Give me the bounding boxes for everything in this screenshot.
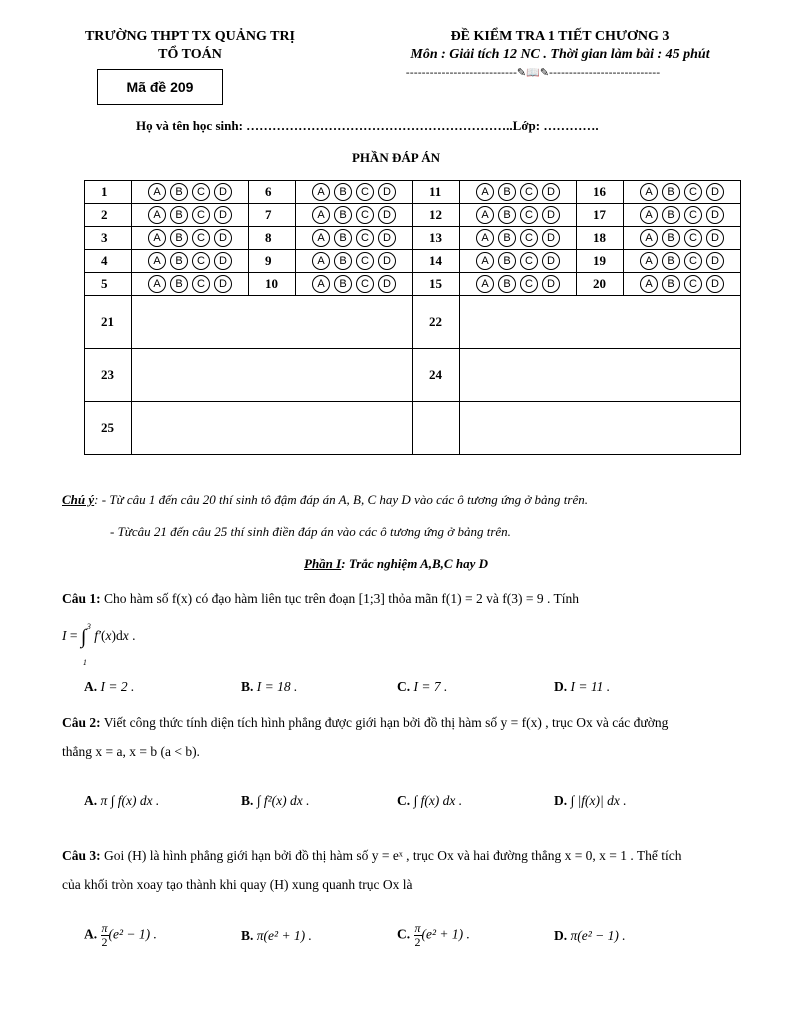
option-letter: B.: [241, 928, 254, 943]
written-answer-box[interactable]: [132, 296, 413, 349]
answer-bubble-a[interactable]: A: [640, 252, 658, 270]
department-name: TỔ TOÁN: [158, 47, 222, 62]
q3-option-d[interactable]: [554, 928, 626, 944]
subject-line: Môn : Giải tích 12 NC . Thời gian làm bài : 45 phút: [410, 47, 710, 62]
answer-bubble-b[interactable]: B: [334, 275, 352, 293]
question-number: 6: [249, 181, 296, 204]
question-number: 1: [85, 181, 132, 204]
note-line-2: - Từcâu 21 đến câu 25 thí sinh điền đáp án vào các ô tương ứng ở bảng trên.: [110, 524, 511, 539]
exam-title: ĐỀ KIỂM TRA 1 TIẾT CHƯƠNG 3: [450, 29, 670, 44]
answer-bubble-a[interactable]: A: [476, 275, 494, 293]
q1-option-d[interactable]: [554, 679, 610, 695]
fraction: [101, 922, 109, 949]
answer-options: [132, 181, 249, 204]
question-number: 25: [85, 402, 132, 455]
answer-bubble-c[interactable]: C: [520, 229, 538, 247]
answer-bubble-c[interactable]: C: [684, 229, 702, 247]
answer-bubble-a[interactable]: A: [148, 229, 166, 247]
answer-bubble-a[interactable]: A: [148, 252, 166, 270]
written-answer-box[interactable]: [132, 349, 413, 402]
option-letter: B.: [241, 679, 254, 694]
question-number: 17: [577, 204, 624, 227]
school-header: [60, 28, 320, 64]
answer-options: [132, 227, 249, 250]
answer-bubble-d[interactable]: D: [378, 229, 396, 247]
answer-bubble-d[interactable]: D: [214, 206, 232, 224]
q1-option-c[interactable]: [397, 679, 447, 695]
exam-header: [360, 28, 760, 64]
option-letter: D.: [554, 793, 568, 808]
option-text: (e² + 1) .: [421, 926, 470, 942]
question-number: 3: [85, 227, 132, 250]
option-letter: C.: [397, 793, 411, 808]
answer-options: [132, 250, 249, 273]
question-number: 9: [249, 250, 296, 273]
answer-bubble-b[interactable]: B: [662, 183, 680, 201]
question-number: 2: [85, 204, 132, 227]
question-number: 22: [413, 296, 460, 349]
answer-bubble-d[interactable]: D: [378, 183, 396, 201]
answer-options: [460, 250, 577, 273]
answer-bubble-b[interactable]: B: [170, 275, 188, 293]
answer-bubble-a[interactable]: A: [640, 183, 658, 201]
answer-row: [85, 181, 741, 204]
answer-bubble-d[interactable]: D: [378, 252, 396, 270]
student-info-line: Họ và tên học sinh: ……………………………………………………..Lớp: ………….: [136, 118, 599, 133]
answer-bubble-a[interactable]: A: [640, 275, 658, 293]
option-letter: A.: [84, 926, 98, 942]
q3-option-a[interactable]: [84, 922, 157, 949]
question-number: 20: [577, 273, 624, 296]
question-2: [62, 713, 668, 733]
question-number: 10: [249, 273, 296, 296]
answer-bubble-c[interactable]: C: [684, 183, 702, 201]
answer-options: [624, 227, 741, 250]
question-number: 11: [413, 181, 460, 204]
answer-options: [460, 273, 577, 296]
answer-bubble-b[interactable]: B: [170, 252, 188, 270]
answer-options: [624, 204, 741, 227]
q2-option-a[interactable]: [84, 793, 159, 809]
question-number: 21: [85, 296, 132, 349]
part1-heading: [0, 556, 792, 572]
answer-section-title: PHẦN ĐÁP ÁN: [351, 150, 441, 165]
option-letter: D.: [554, 928, 568, 943]
option-text: I = 7 .: [413, 679, 448, 694]
answer-options: [296, 273, 413, 296]
q2-text-1: Viết công thức tính diện tích hình phẳng được giới hạn bởi đồ thị hàm số y = f(x) , trục Ox và các đường: [103, 715, 669, 730]
answer-bubble-d[interactable]: D: [542, 252, 560, 270]
answer-bubble-b[interactable]: B: [498, 229, 516, 247]
answer-options: [132, 273, 249, 296]
answer-bubble-c[interactable]: C: [684, 275, 702, 293]
answer-bubble-b[interactable]: B: [334, 183, 352, 201]
answer-bubble-a[interactable]: A: [476, 229, 494, 247]
answer-bubble-d[interactable]: D: [378, 206, 396, 224]
ornament-divider: ----------------------------✎📖✎----------------------------: [405, 66, 661, 79]
answer-options: [296, 250, 413, 273]
question-number: 14: [413, 250, 460, 273]
answer-options: [132, 204, 249, 227]
question-number: 4: [85, 250, 132, 273]
q1-option-a[interactable]: [84, 679, 134, 695]
option-text: ∫ f(x) dx .: [413, 793, 463, 808]
question-3: [62, 846, 682, 866]
answer-bubble-a[interactable]: A: [640, 206, 658, 224]
answer-row: [85, 273, 741, 296]
written-answer-box[interactable]: [460, 296, 741, 349]
written-answer-row: [85, 296, 741, 349]
part1-text: : Trắc nghiệm A,B,C hay D: [341, 556, 488, 571]
answer-options: [460, 204, 577, 227]
option-letter: D.: [554, 679, 568, 694]
answer-options: [460, 181, 577, 204]
answer-options: [460, 227, 577, 250]
answer-row: [85, 204, 741, 227]
q1-label: Câu 1:: [62, 591, 101, 606]
answer-bubble-b[interactable]: B: [170, 183, 188, 201]
answer-bubble-d[interactable]: D: [214, 275, 232, 293]
answer-row: [85, 250, 741, 273]
answer-row: [85, 227, 741, 250]
answer-bubble-c[interactable]: C: [684, 252, 702, 270]
q3-label: Câu 3:: [62, 848, 101, 863]
answer-bubble-a[interactable]: A: [148, 206, 166, 224]
answer-bubble-b[interactable]: B: [498, 183, 516, 201]
q3-text-2: của khối tròn xoay tạo thành khi quay (H) xung quanh trục Ox là: [62, 877, 413, 892]
answer-bubble-b[interactable]: B: [662, 229, 680, 247]
option-letter: C.: [397, 926, 411, 942]
written-answer-row: [85, 349, 741, 402]
q3-text-1: Goi (H) là hình phẳng giới hạn bởi đồ thị hàm số y = eˣ , trục Ox và hai đường thẳng x = 0, x = 1 . Thể tích: [104, 848, 682, 863]
question-number: 5: [85, 273, 132, 296]
answer-bubble-c[interactable]: C: [356, 229, 374, 247]
option-text: I = 11 .: [570, 679, 611, 694]
written-answer-box[interactable]: [460, 349, 741, 402]
note-label: Chú ý: [62, 492, 95, 507]
answer-bubble-c[interactable]: C: [192, 275, 210, 293]
q1-formula: I = ∫ 3 1 f′(x)dx .: [62, 626, 135, 647]
answer-bubble-a[interactable]: A: [312, 275, 330, 293]
answer-bubble-d[interactable]: D: [214, 229, 232, 247]
answer-bubble-d[interactable]: D: [378, 275, 396, 293]
question-number: 7: [249, 204, 296, 227]
answer-bubble-b[interactable]: B: [498, 252, 516, 270]
answer-bubble-c[interactable]: C: [520, 183, 538, 201]
answer-bubble-b[interactable]: B: [334, 229, 352, 247]
answer-bubble-b[interactable]: B: [170, 229, 188, 247]
fraction: [414, 922, 422, 949]
answer-bubble-a[interactable]: A: [640, 229, 658, 247]
numerator: π: [414, 921, 421, 935]
answer-bubble-b[interactable]: B: [334, 206, 352, 224]
q2-option-d[interactable]: [554, 793, 627, 809]
denominator: 2: [101, 935, 108, 949]
question-number: 13: [413, 227, 460, 250]
option-text: (e² − 1) .: [108, 926, 157, 942]
question-number: 16: [577, 181, 624, 204]
numerator: π: [101, 921, 108, 935]
answer-bubble-c[interactable]: C: [356, 252, 374, 270]
answer-options: [624, 181, 741, 204]
option-letter: A.: [84, 793, 98, 808]
note-text-1: : - Từ câu 1 đến câu 20 thí sinh tô đậm đáp án A, B, C hay D vào các ô tương ứng ở bảng trên.: [94, 492, 588, 507]
answer-bubble-d[interactable]: D: [542, 275, 560, 293]
question-1: [62, 589, 752, 609]
answer-table: [84, 180, 741, 455]
answer-bubble-c[interactable]: C: [356, 183, 374, 201]
question-number: 24: [413, 349, 460, 402]
answer-bubble-d[interactable]: D: [542, 183, 560, 201]
q3-option-b[interactable]: [241, 928, 312, 944]
option-letter: C.: [397, 679, 411, 694]
answer-bubble-d[interactable]: D: [542, 229, 560, 247]
answer-bubble-b[interactable]: B: [334, 252, 352, 270]
answer-bubble-a[interactable]: A: [148, 275, 166, 293]
option-text: ∫ |f(x)| dx .: [570, 793, 627, 808]
answer-bubble-c[interactable]: C: [192, 229, 210, 247]
question-number: 15: [413, 273, 460, 296]
answer-options: [296, 181, 413, 204]
lower-limit: 1: [82, 657, 87, 667]
answer-bubble-d[interactable]: D: [706, 252, 724, 270]
upper-limit: 3: [86, 621, 91, 631]
option-letter: B.: [241, 793, 254, 808]
answer-bubble-c[interactable]: C: [520, 252, 538, 270]
answer-bubble-a[interactable]: A: [312, 229, 330, 247]
answer-bubble-d[interactable]: D: [706, 229, 724, 247]
answer-bubble-a[interactable]: A: [476, 206, 494, 224]
written-answer-box[interactable]: [460, 402, 741, 455]
answer-bubble-a[interactable]: A: [312, 183, 330, 201]
part1-label: Phần I: [304, 556, 342, 571]
answer-bubble-b[interactable]: B: [662, 275, 680, 293]
answer-bubble-a[interactable]: A: [476, 252, 494, 270]
question-number: 19: [577, 250, 624, 273]
answer-bubble-c[interactable]: C: [356, 206, 374, 224]
answer-bubble-d[interactable]: D: [214, 252, 232, 270]
option-text: I = 2 .: [100, 679, 135, 694]
answer-bubble-d[interactable]: D: [214, 183, 232, 201]
answer-bubble-a[interactable]: A: [476, 183, 494, 201]
answer-options: [296, 227, 413, 250]
answer-bubble-d[interactable]: D: [542, 206, 560, 224]
q1-text: Cho hàm số f(x) có đạo hàm liên tục trên đoạn [1;3] thỏa mãn f(1) = 2 và f(3) = 9 . Tính: [104, 591, 579, 606]
q2-option-b[interactable]: [241, 793, 310, 809]
answer-bubble-c[interactable]: C: [192, 183, 210, 201]
exam-code-box: Mã đề 209: [97, 69, 223, 105]
answer-bubble-a[interactable]: A: [148, 183, 166, 201]
answer-bubble-a[interactable]: A: [312, 206, 330, 224]
option-text: π(e² + 1) .: [256, 928, 312, 943]
answer-bubble-b[interactable]: B: [170, 206, 188, 224]
school-name: TRƯỜNG THPT TX QUẢNG TRỊ: [84, 29, 296, 44]
option-letter: A.: [84, 679, 98, 694]
question-number: 23: [85, 349, 132, 402]
option-text: I = 18 .: [256, 679, 298, 694]
question-number: 8: [249, 227, 296, 250]
written-answer-box[interactable]: [132, 402, 413, 455]
answer-bubble-b[interactable]: B: [662, 252, 680, 270]
answer-bubble-d[interactable]: D: [706, 183, 724, 201]
question-number: 12: [413, 204, 460, 227]
answer-bubble-c[interactable]: C: [684, 206, 702, 224]
option-text: ∫ f²(x) dx .: [256, 793, 310, 808]
q2-label: Câu 2:: [62, 715, 101, 730]
option-text: π ∫ f(x) dx .: [100, 793, 160, 808]
answer-options: [296, 204, 413, 227]
answer-bubble-b[interactable]: B: [498, 206, 516, 224]
answer-bubble-d[interactable]: D: [706, 275, 724, 293]
answer-bubble-a[interactable]: A: [312, 252, 330, 270]
q1-option-b[interactable]: [241, 679, 297, 695]
answer-bubble-c[interactable]: C: [520, 275, 538, 293]
answer-bubble-b[interactable]: B: [498, 275, 516, 293]
q3-option-c[interactable]: [397, 922, 470, 949]
answer-options: [624, 273, 741, 296]
q2-option-c[interactable]: [397, 793, 462, 809]
question-number: [413, 402, 460, 455]
written-answer-row: [85, 402, 741, 455]
answer-bubble-d[interactable]: D: [706, 206, 724, 224]
answer-bubble-c[interactable]: C: [192, 206, 210, 224]
answer-bubble-c[interactable]: C: [192, 252, 210, 270]
option-text: π(e² − 1) .: [570, 928, 626, 943]
answer-options: [624, 250, 741, 273]
answer-bubble-c[interactable]: C: [356, 275, 374, 293]
answer-bubble-c[interactable]: C: [520, 206, 538, 224]
answer-bubble-b[interactable]: B: [662, 206, 680, 224]
note-line-1: [62, 492, 588, 508]
denominator: 2: [414, 935, 421, 949]
q2-text-2: thẳng x = a, x = b (a < b).: [62, 744, 200, 759]
question-number: 18: [577, 227, 624, 250]
